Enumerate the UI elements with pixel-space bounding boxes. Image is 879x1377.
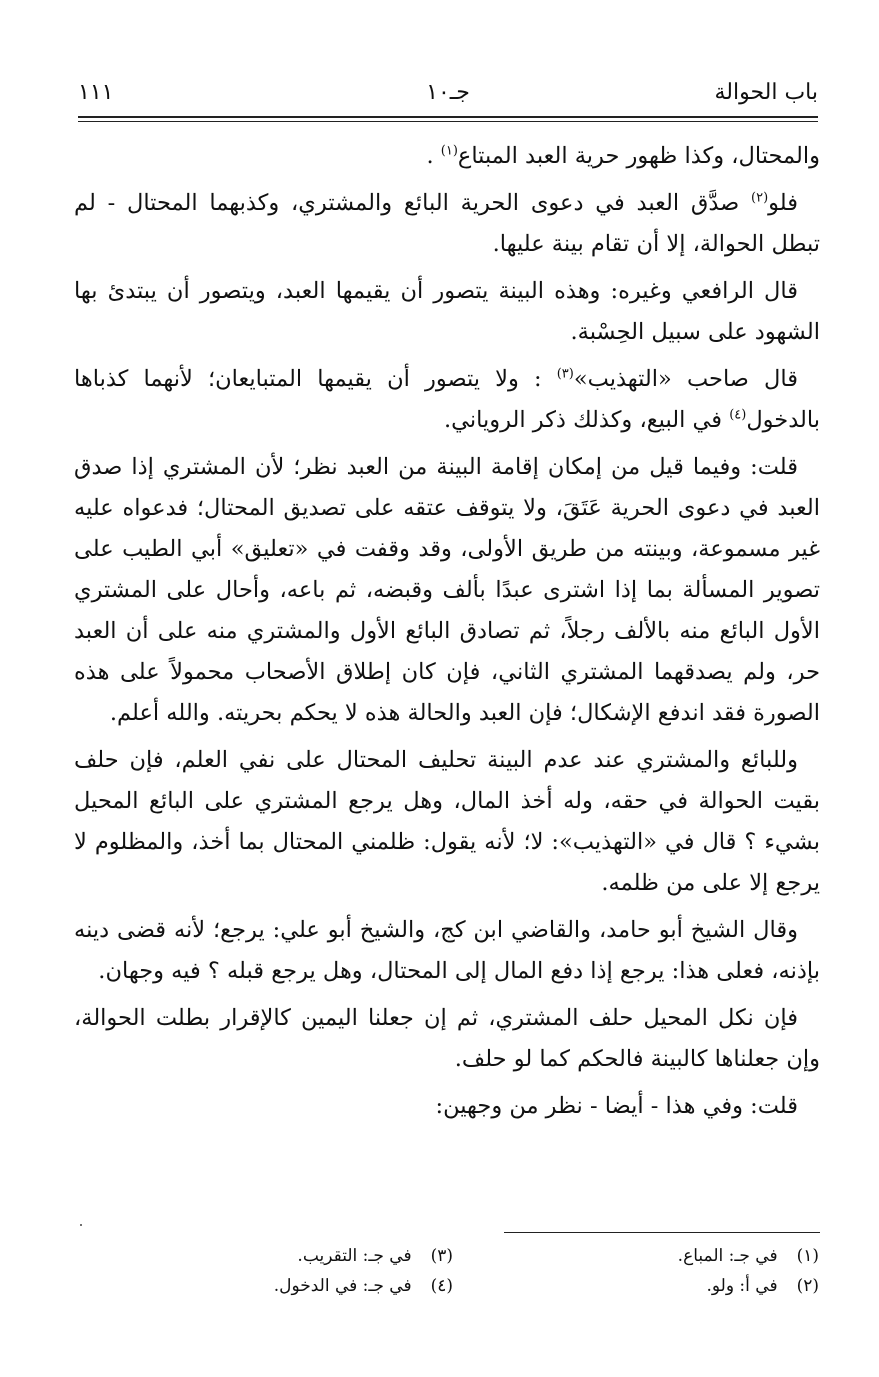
footnote-item: (٣) في جـ: التقريب. [297, 1246, 453, 1266]
chapter-title: باب الحوالة [714, 80, 818, 105]
footnote-item: (٢) في أ: ولو. [706, 1276, 819, 1296]
header-rule-thick [78, 116, 818, 118]
footnote-row [0, 1272, 879, 1300]
paragraph: قلت: وفي هذا - أيضا - نظر من وجهين: [435, 1093, 798, 1119]
footnote-item: (١) في جـ: المباع. [677, 1246, 819, 1266]
paragraph: قال الرافعي وغيره: وهذه البينة يتصور أن يقيمها العبد، ويتصور أن يبتدئ بها الشهود على سبيل الحِسْبة. [74, 278, 820, 345]
footnote-ref[interactable]: (٤) [729, 407, 747, 423]
paragraph: فلو$^{(٢)}$ صدَّق العبد في دعوى الحرية البائع والمشتري، وكذبهما المحتال - لم تبطل الحوالة، إلا أن تقام بينة عليها. [74, 190, 820, 257]
footnote-row [0, 1242, 879, 1270]
main-text [74, 136, 820, 1133]
stray-mark [80, 1224, 82, 1226]
running-header [78, 76, 818, 110]
paragraph: وقال الشيخ أبو حامد، والقاضي ابن كج، والشيخ أبو علي: يرجع؛ لأنه قضى دينه بإذنه، فعلى هذا: يرجع إذا دفع المال إلى المحتال، وهل يرجع قبله ؟ فيه وجهان. [74, 917, 820, 984]
footnote-item: (٤) في جـ: في الدخول. [273, 1276, 453, 1296]
footnote-ref[interactable]: (٢) [751, 190, 769, 206]
footnote-ref[interactable]: (١) [440, 143, 458, 159]
paragraph: فإن نكل المحيل حلف المشتري، ثم إن جعلنا اليمين كالإقرار بطلت الحوالة، وإن جعلناها كالبينة فالحكم كما لو حلف. [74, 1005, 820, 1072]
paragraph: وللبائع والمشتري عند عدم البينة تحليف المحتال على نفي العلم، فإن حلف بقيت الحوالة في حقه، وله أخذ المال، وهل يرجع المشتري على البائع المحيل بشيء ؟ قال في «التهذيب»: لا؛ لأنه يقول: ظلمني المحتال بما أخذ، والمظلوم لا يرجع إلا على من ظلمه. [74, 747, 820, 896]
header-rule-thin [78, 121, 818, 122]
footnote-ref[interactable]: (٣) [556, 366, 574, 382]
footnote-separator [504, 1232, 820, 1233]
paragraph: قال صاحب «التهذيب»$^{(٣)}$ : ولا يتصور أن يقيمها المتبايعان؛ لأنهما كذباها بالدخول$^{(٤)}$ في البيع، وكذلك ذكر الروياني. [74, 366, 820, 433]
paragraph: والمحتال، وكذا ظهور حرية العبد المبتاع$^{(١)}$ . [426, 143, 820, 169]
paragraph: قلت: وفيما قيل من إمكان إقامة البينة من العبد نظر؛ لأن المشتري إذا صدق العبد في دعوى الحرية عَتَقَ، ولا يتوقف عتقه على تصديق المحتال؛ فدعواه عليه غير مسموعة، وبينته من طريق الأولى، وقد وقفت في «تعليق» أبي الطيب على تصوير المسألة بما إذا اشترى عبدًا بألف وقبضه، ثم باعه، وأحال على المشتري الأول البائع منه بالألف رجلاً، ثم تصادق البائع الأول والمشتري منه على أن العبد حر، ولم يصدقهما المشتري الثاني، فإن كان إطلاق الأصحاب محمولاً على هذه الصورة فقد اندفع الإشكال؛ فإن العبد والحالة هذه لا يحكم بحريته. والله أعلم. [74, 454, 820, 726]
volume-label: جـ١٠ [426, 80, 470, 105]
page-number: ١١١ [78, 80, 114, 105]
